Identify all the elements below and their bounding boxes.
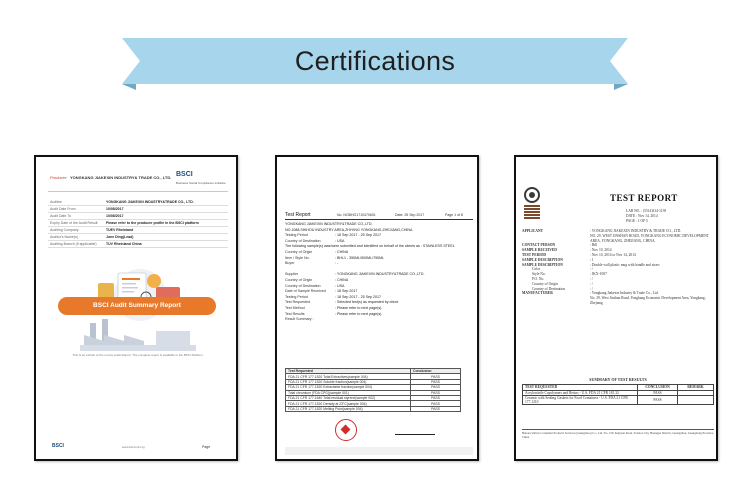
detail-row: Style No. : JKX-1007 [532,272,607,277]
sgs-test-report[interactable] [275,155,479,461]
report-title: Test Report [285,212,311,218]
report-date: Date: 25 Sep 2017 [395,213,425,217]
bv-test-report[interactable] [514,155,718,461]
detail-line: Test Requested : Selected test(s) as requested by client. [285,300,399,305]
detail-row: CONTACT PERSON : Bill [522,243,598,248]
page-title: Certifications [294,46,456,76]
detail-row: MANUFACTURER : Yongkang Jiakexin Industry & Trade Co., Ltd. [522,291,659,296]
detail-line: YONGKANG JIAKEXIN INDUSTRY&TRADE CO.,LTD. [285,222,373,226]
report-date: DATE : Nov 14, 2014 [626,214,658,218]
bsci-logo: BSCI [176,171,193,178]
detail-row: P.O. No. : / [532,276,593,281]
detail-line: Result Summary : [285,317,314,322]
footer-bsci-logo: BSCI [52,443,64,449]
table-row: Expiry Date of the Audit Result Please refer to the producer profile in the BSCI platform [48,220,228,227]
audit-summary-banner: BSCI Audit Summary Report [58,297,216,315]
footer-divider [522,429,714,430]
detail-line: Test Method : Please refer to next page(s). [285,305,383,310]
table-row: Audit Date To 10/08/2017 [48,213,228,220]
logo-stripes [524,205,540,219]
table-header-row: TEST REQUESTED CONCLUSION REMARK [523,385,714,391]
table-row: FDA 21 CFR 177.1520 Density at 23°C(sample 004) PASS [286,401,461,406]
table-header-row: Test Requested Conclusion [286,369,461,374]
factory-illustration [76,317,200,357]
table-row: Ceramic with Sealing Gaskets for Food Containers - U.S. FDA 21 CFR 177.1210 PASS [523,396,714,405]
summary-title: SUMMARY OF TEST RESULTS [589,377,647,382]
producer-label: Producer: [50,175,68,180]
ribbon-fold-left [122,84,136,90]
result-summary-table [285,368,461,412]
detail-row: NO. 29, WEST JINSHAN ROAD, YONGKANG ECONOMIC DEVELOPMENT AREA, YONGKANG, ZHEJIANG, CHINA. [590,233,709,243]
detail-row: SAMPLE DESCRIPTION : 1 [522,257,594,262]
detail-row: SAMPLE RECEIVED : Nov 10, 2014 [522,248,612,253]
ribbon-fold-right [614,84,628,90]
official-seal-icon [335,419,357,441]
detail-row: TEST PERIOD : Nov 10, 2014 to Nov 14, 2014 [522,252,636,257]
detail-line: Testing Period : 18 Sep 2017 - 25 Sep 2017 [285,233,381,238]
footer-url: www.bsci-intl.org [122,445,145,449]
disclaimer-text: This is an extract of the on-line Audit Report. The complete report is available in the BSCI Platform. [72,353,204,357]
bsci-audit-certificate[interactable] [34,155,238,461]
summary-table [522,384,714,405]
detail-row: No. 29, West Jinshan Road, Yongkang Economic Development Area, Yongkang, Zhejiang [590,296,706,305]
report-footer: Bureau Veritas Consumer Products Services (Guangzhou) Co., Ltd. No. 159, Kaiyuan Road, Science City, Huangpu District, Guangzhou, Guangdong Province, China [522,431,714,439]
detail-line: Country of Origin : CHINA [285,249,349,254]
table-row: Auditing Company TUEV Rheinland [48,227,228,234]
title-divider [285,219,473,220]
report-body [522,229,714,306]
detail-line: The following sample(s) was/were submitted and identified on behalf of the clients as : STAINLESS STEEL [285,244,455,249]
table-row: FDA 21 CFR 177.1520 Extractable fraction(sample 004) PASS [286,385,461,390]
audit-info-table [48,199,228,248]
detail-line: Country of Destination : USA [285,283,345,288]
detail-row: APPLICANT : YONGKANG JIAKEXIN INDUSTRY & TRADE CO., LTD. [522,229,682,233]
detail-line: Country of Origin : CHINA [285,277,349,282]
detail-line: Testing Period : 18 Sep 2017 - 25 Sep 2017 [285,294,381,299]
detail-row: Color : / [532,267,593,272]
table-row: FDA 21 CFR 177.1520 Soluble fraction(sample 004) PASS [286,379,461,384]
bsci-logo-subtitle: Business Social Compliance Initiative [176,181,226,185]
detail-line: Buyer : - [285,261,339,266]
lab-number: LAB NO. : (5514)314-1139 [626,209,667,213]
table-row: FDA 21 CFR 177.1640 Total residual styrene(sample 002) PASS [286,395,461,400]
table-row: Auditor's Name(s) Jone Ding(Lead) [48,234,228,241]
bureau-veritas-logo-icon [524,187,540,203]
report-title: TEST REPORT [610,193,678,203]
footer-page-label: Page [202,445,211,449]
detail-line: Date of Sample Received : 18 Sep 2017 [285,289,358,294]
report-footer-bar [285,447,473,455]
producer-name: YONGKANG JIAKEXIN INDUSTRY& TRADE CO., LTD. [70,175,172,180]
report-number: No. NGBHG1710470601 [337,213,376,217]
table-row: FDA 21 CFR 177.1520 Melting Point(sample 004) PASS [286,406,461,411]
detail-line: Country of Destination : USA [285,238,345,243]
table-row: Audit Date From 10/08/2017 [48,206,228,213]
detail-line: Supplier : YONGKANG JIAKEXIN INDUSTRY&TRADE CO.,LTD. [285,272,425,277]
signature-line [395,427,435,435]
detail-line: Item / Style No. : BHL1 - 350ML/500ML/750ML [285,255,385,260]
report-page: PAGE : 1 OF 5 [626,219,648,223]
report-details [285,222,473,323]
detail-line: Test Results : Please refer to next page(s). [285,311,383,316]
table-row: FDA 21 CFR 177.1520 Total Extractives(sample 004) PASS [286,374,461,379]
header-divider [48,191,228,192]
table-row: Auditee YONGKANG JIAKEXIN INDUSTRY&TRADE CO., LTD. [48,199,228,206]
detail-line: NO.1088,SHIHOU INDUSTRY AREA,ZHIYING YONGKANG,ZHEJIANG,CHINA [285,227,413,232]
table-row: Total chromium (FDA CPG)(sample 001) PASS [286,390,461,395]
detail-row: Country of Destination : / [532,286,593,291]
table-row: Acrylonitrile Copolymers and Resins - U.S. FDA 21 CFR 181.32 PASS [523,390,714,396]
report-page: Page 1 of 8 [445,213,463,217]
detail-row: Country of Origin : / [532,281,593,286]
report-meta [626,209,706,224]
table-row: Auditing Branch (if applicable) TUV Rheinland China [48,241,228,248]
detail-row: SAMPLE DESCRIPTION : Double wall plastic mug with handle and straw [522,262,660,267]
